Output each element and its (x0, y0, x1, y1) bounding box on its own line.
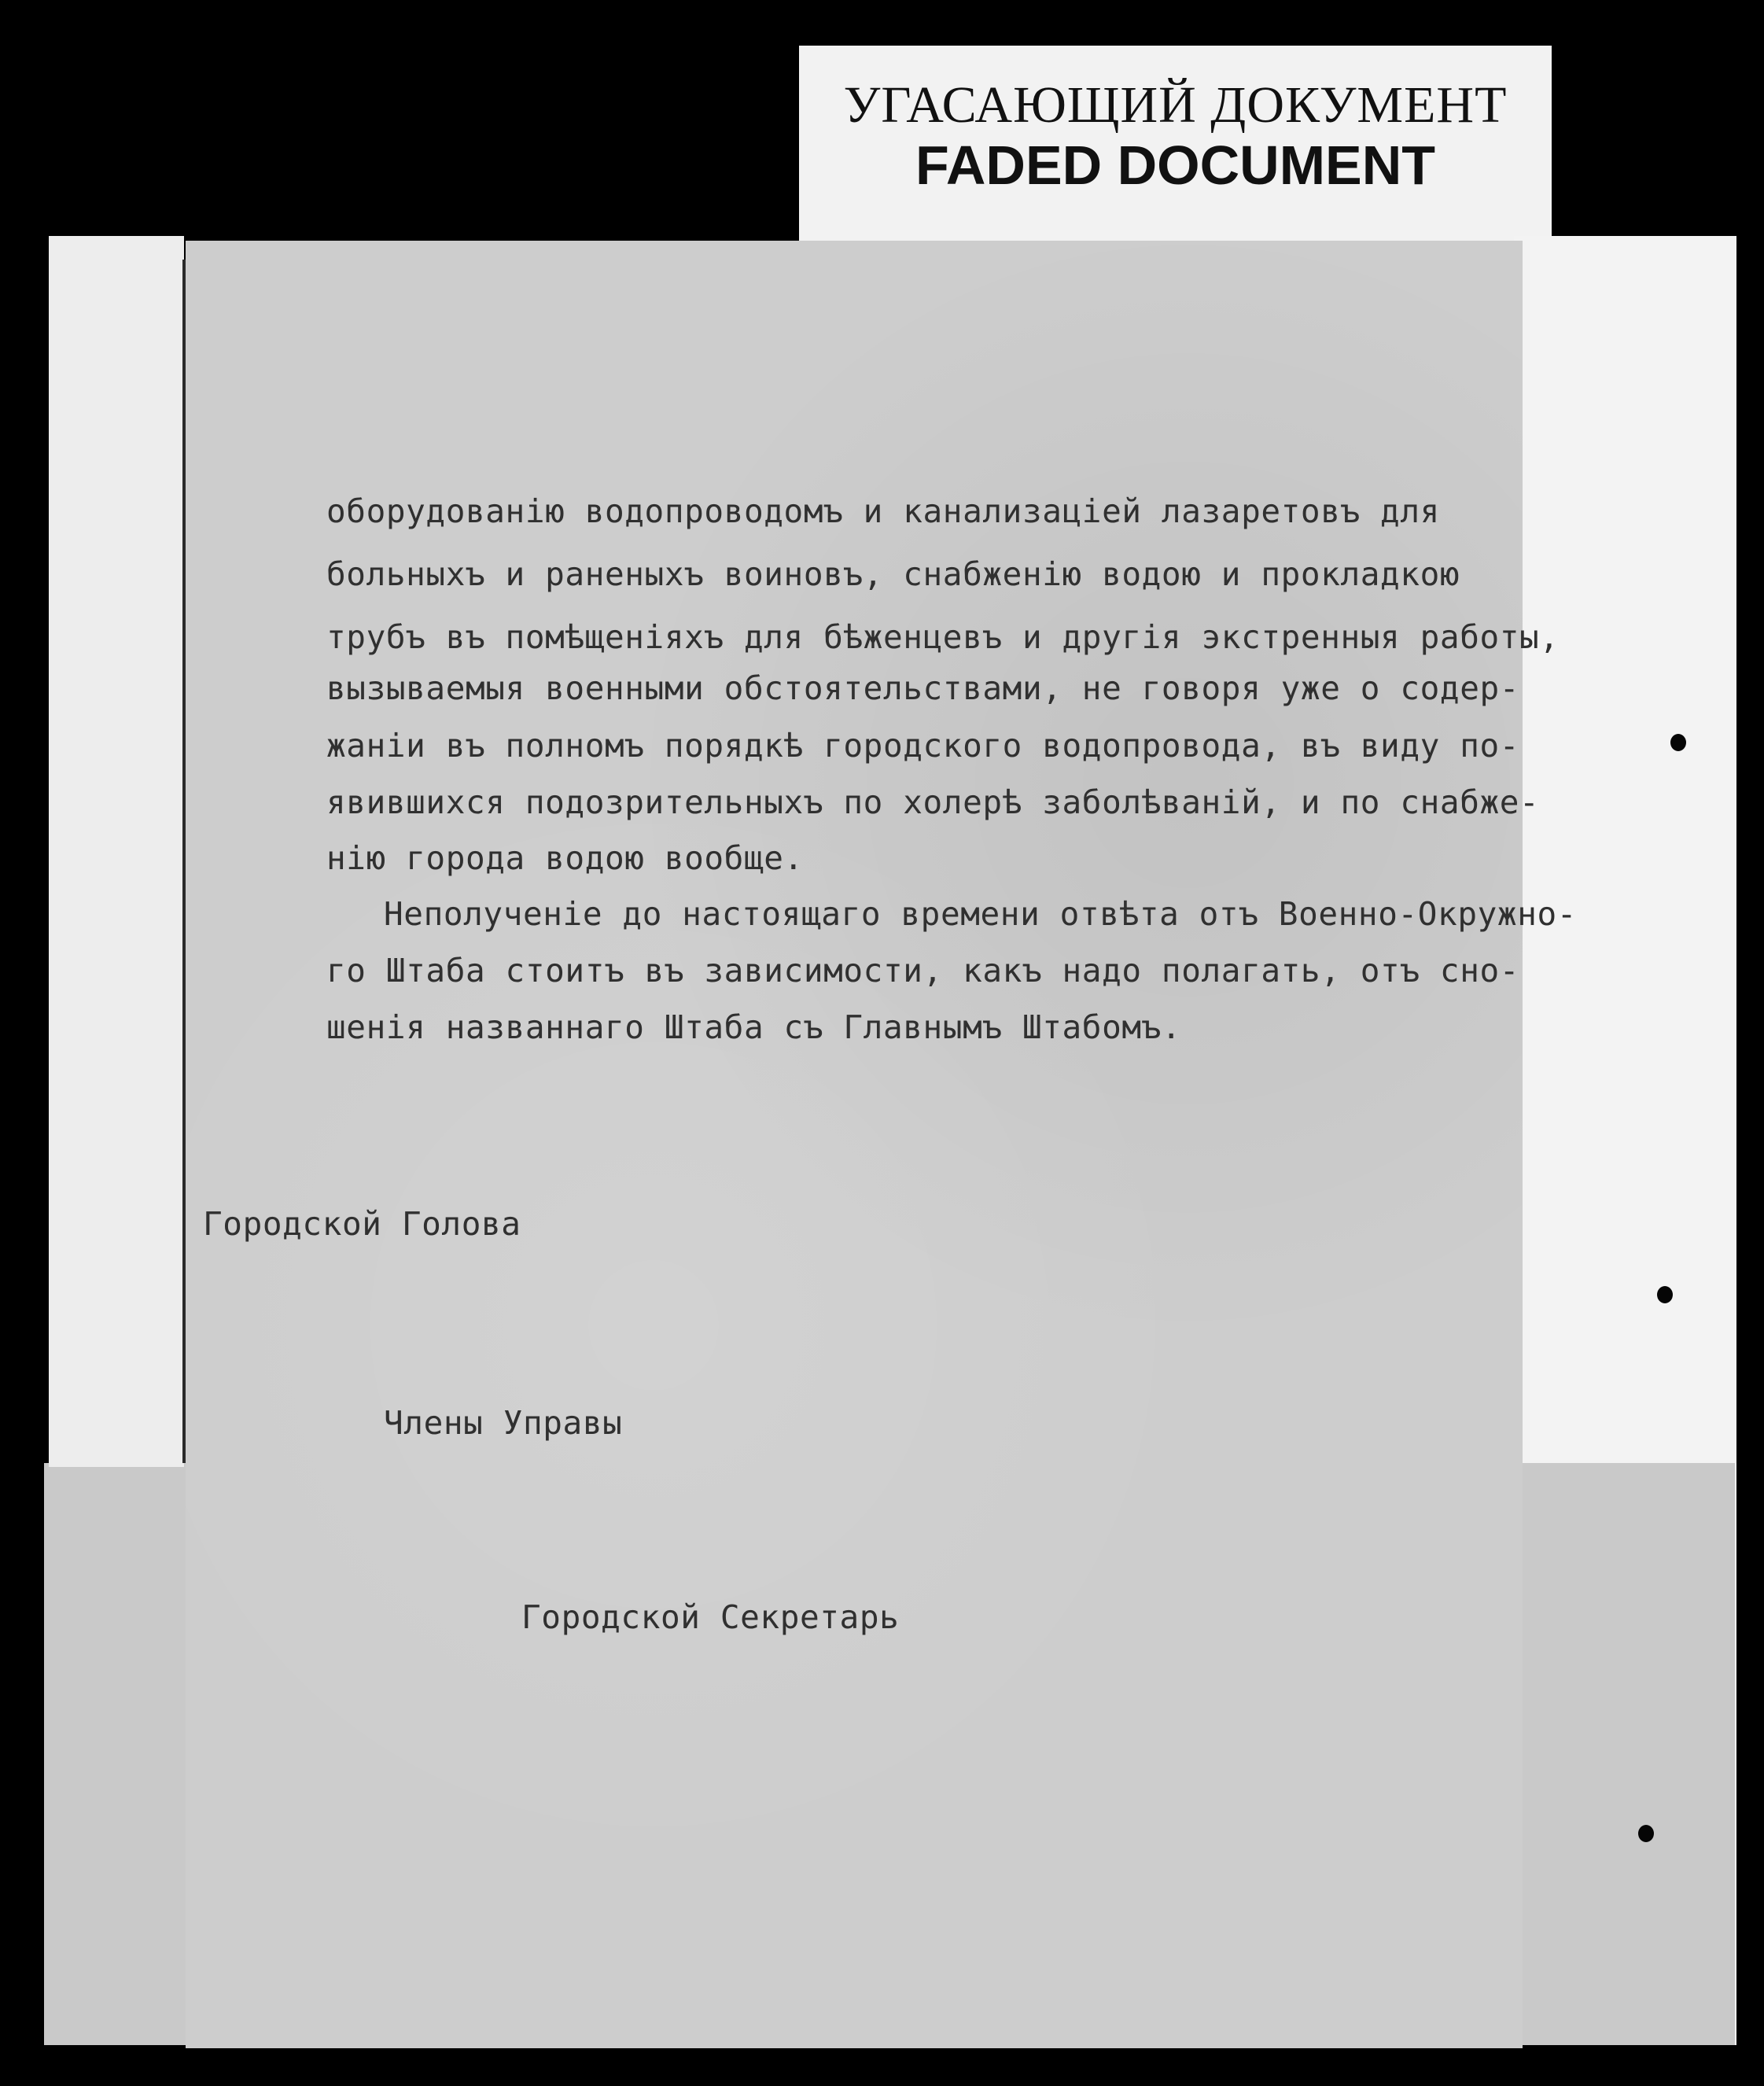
body-line-8: Неполученіе до настоящаго времени отвѣта отъ Военно-Окружно- (384, 895, 1578, 933)
body-line-5: жаніи въ полномъ порядкѣ городского водопровода, въ виду по- (326, 727, 1520, 765)
faded-document-label (799, 46, 1552, 242)
label-russian: УГАСАЮЩИЙ ДОКУМЕНТ (843, 76, 1508, 134)
signature-board-members: Члены Управы (384, 1404, 623, 1442)
label-english: FADED DOCUMENT (915, 135, 1436, 196)
body-line-4: вызываемыя военными обстоятельствами, не говоря уже о содер- (326, 669, 1520, 707)
body-line-6: явившихся подозрительныхъ по холерѣ заболѣваній, и по снабже- (326, 783, 1540, 821)
body-line-2: больныхъ и раненыхъ воиновъ, снабженію водою и прокладкою (326, 555, 1460, 593)
body-line-1: оборудованію водопроводомъ и канализаціей лазаретовъ для (326, 492, 1440, 530)
body-line-3: трубъ въ помѣщеніяхъ для бѣженцевъ и другія экстренныя работы, (326, 618, 1560, 656)
underlying-sheet-left (49, 236, 184, 1467)
signature-mayor: Городской Голова (203, 1205, 521, 1243)
punch-hole-middle (1657, 1286, 1673, 1303)
body-line-7: нію города водою вообще. (326, 839, 804, 877)
punch-hole-bottom (1638, 1825, 1654, 1842)
punch-hole-top (1670, 734, 1686, 751)
sheet-edge-shadow (182, 260, 186, 1463)
body-line-10: шенія названнаго Штаба съ Главнымъ Штабомъ. (326, 1008, 1182, 1046)
body-line-9: го Штаба стоитъ въ зависимости, какъ надо полагать, отъ сно- (326, 952, 1520, 990)
signature-secretary: Городской Секретарь (521, 1598, 900, 1636)
